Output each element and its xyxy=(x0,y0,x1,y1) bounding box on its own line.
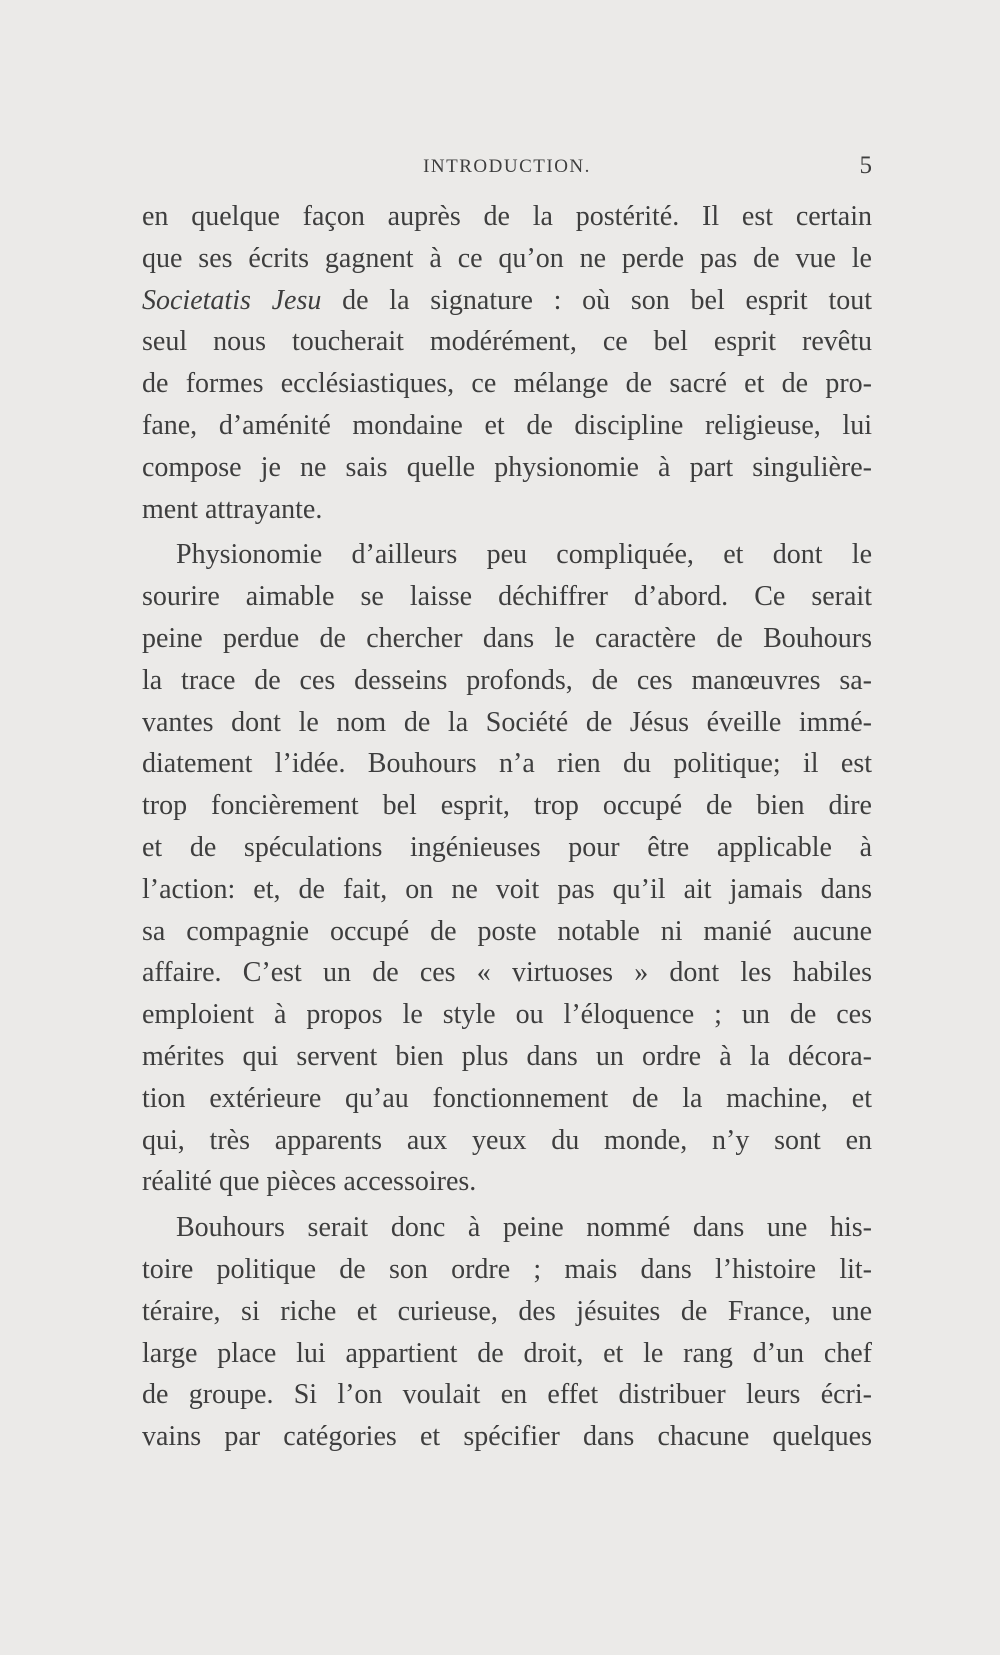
text-line: téraire, si riche et curieuse, des jésuites de France, une xyxy=(142,1295,872,1327)
text-line: Physionomie d’ailleurs peu compliquée, et dont le xyxy=(176,539,872,571)
paragraph-1 xyxy=(142,196,872,530)
text-line: de groupe. Si l’on voulait en effet distribuer leurs écri- xyxy=(142,1379,872,1411)
text-line: sourire aimable se laisse déchiffrer d’abord. Ce serait xyxy=(142,581,872,613)
text-line: ment attrayante. xyxy=(142,493,323,525)
text-line: compose je ne sais quelle physionomie à part singulière- xyxy=(142,451,872,483)
italic-phrase: Societatis Jesu xyxy=(142,284,322,316)
text-line: l’action: et, de fait, on ne voit pas qu’il ait jamais dans xyxy=(142,873,872,905)
text-line: vantes dont le nom de la Société de Jésus éveille immé- xyxy=(142,706,872,738)
paragraph-3 xyxy=(142,1207,872,1458)
text-line: la trace de ces desseins profonds, de ces manœuvres sa- xyxy=(142,664,872,696)
text-line: vains par catégories et spécifier dans chacune quelques xyxy=(142,1421,872,1453)
text-line: sa compagnie occupé de poste notable ni manié aucune xyxy=(142,915,872,947)
text-line: trop foncièrement bel esprit, trop occupé de bien dire xyxy=(142,790,872,822)
text-line: Bouhours serait donc à peine nommé dans une his- xyxy=(176,1212,872,1244)
running-title: INTRODUCTION. xyxy=(423,156,591,177)
paragraph-2 xyxy=(142,534,872,1203)
text-line: tion extérieure qu’au fonctionnement de la machine, et xyxy=(142,1082,872,1114)
running-head xyxy=(142,152,872,182)
text-line: et de spéculations ingénieuses pour être applicable à xyxy=(142,831,872,863)
text-line: mérites qui servent bien plus dans un ordre à la décora- xyxy=(142,1040,872,1072)
body-text xyxy=(142,196,872,1458)
text-line: que ses écrits gagnent à ce qu’on ne perde pas de vue le xyxy=(142,242,872,274)
text-line: de formes ecclésiastiques, ce mélange de sacré et de pro- xyxy=(142,368,872,400)
text-line: en quelque façon auprès de la postérité. Il est certain xyxy=(142,201,872,232)
text-line: réalité que pièces accessoires. xyxy=(142,1166,477,1198)
text-line: large place lui appartient de droit, et le rang d’un chef xyxy=(142,1337,872,1369)
text-line: toire politique de son ordre ; mais dans l’histoire lit- xyxy=(142,1253,872,1285)
text-line: diatement l’idée. Bouhours n’a rien du politique; il est xyxy=(142,748,872,780)
text-line: emploient à propos le style ou l’éloquence ; un de ces xyxy=(142,999,872,1031)
text-line-rest: de la signature : où son bel esprit tout xyxy=(321,284,872,316)
text-line: qui, très apparents aux yeux du monde, n’y sont en xyxy=(142,1124,872,1156)
text-line xyxy=(142,280,872,322)
page-number: 5 xyxy=(859,152,872,179)
text-line: fane, d’aménité mondaine et de discipline religieuse, lui xyxy=(142,409,872,441)
text-line: peine perdue de chercher dans le caractère de Bouhours xyxy=(142,622,872,654)
text-line: affaire. C’est un de ces « virtuoses » dont les habiles xyxy=(142,957,872,989)
text-line: seul nous toucherait modérément, ce bel esprit revêtu xyxy=(142,326,872,358)
